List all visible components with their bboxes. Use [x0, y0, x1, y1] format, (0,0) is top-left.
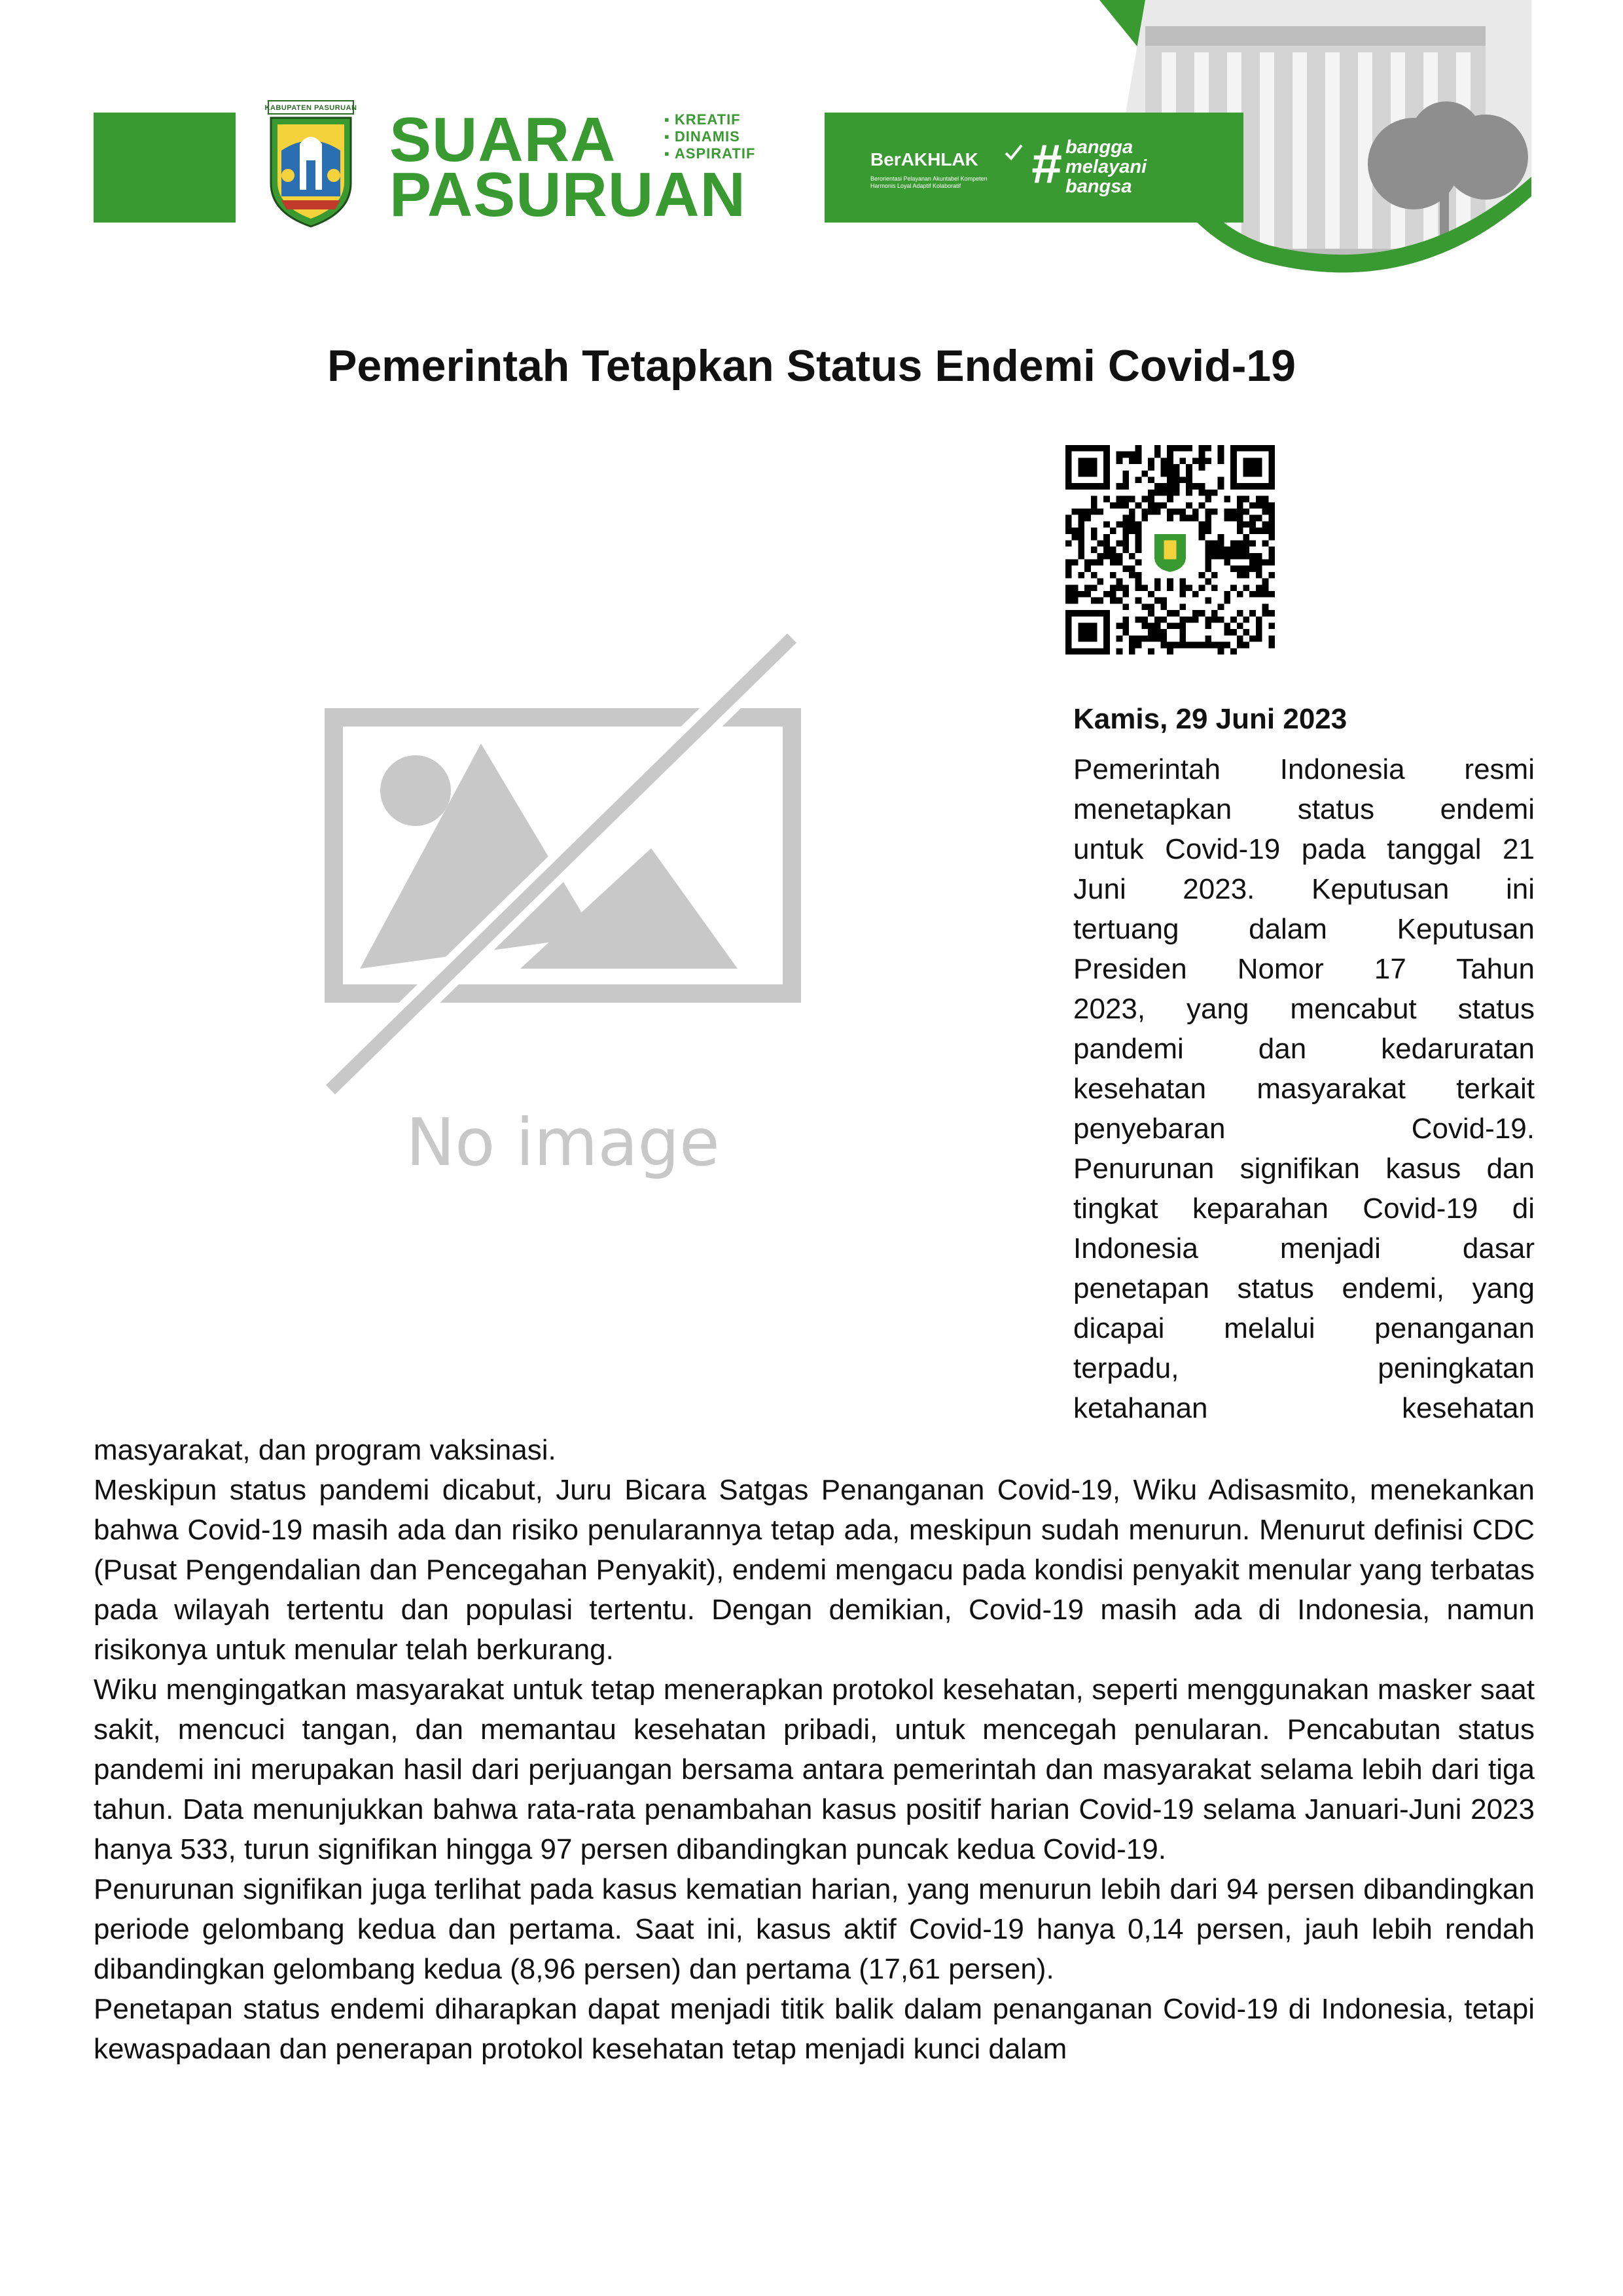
intro-line: dicapai melalui penanganan [1073, 1312, 1535, 1344]
brand-tagline [664, 111, 755, 162]
motto-line: melayani [1065, 156, 1147, 177]
article-paragraph: Penetapan status endemi diharapkan dapat menjadi titik balik dalam penanganan Covid-19 di Indonesia, tetapi kewaspadaan dan penerapan protokol kesehatan tetap menjadi kunci dalam [94, 1993, 1535, 2065]
tagline-item: ▪ KREATIF [664, 111, 755, 128]
no-image-label: No image [406, 1104, 720, 1181]
intro-line: Pemerintah Indonesia resmi [1073, 753, 1535, 785]
intro-line: tingkat keparahan Covid-19 di [1073, 1193, 1535, 1225]
article-body [94, 1430, 1535, 2069]
article-date: Kamis, 29 Juni 2023 [1073, 703, 1347, 735]
berakhlak-label: BerAKHLAK [870, 149, 978, 170]
no-image-placeholder [324, 628, 815, 1191]
intro-line: kesehatan masyarakat terkait [1073, 1073, 1535, 1105]
berakhlak-subtitle: Berorientasi Pelayanan Akuntabel Kompeten Harmonis Loyal Adaptif Kolaboratif [870, 175, 988, 189]
intro-line: terpadu, peningkatan [1073, 1352, 1535, 1384]
intro-line: Penurunan signifikan kasus dan [1073, 1153, 1535, 1185]
intro-line: menetapkan status endemi [1073, 793, 1535, 825]
intro-column [1073, 749, 1535, 1428]
article-paragraph: Wiku mengingatkan masyarakat untuk tetap menerapkan protokol kesehatan, seperti menggunakan masker saat sakit, mencuci tangan, dan memantau kesehatan pribadi, untuk mencegah penularan. Pencabutan status pandemi ini merupakan hasil dari perjuangan bersama antara pemerintah dan masyarakat selama lebih dari tiga tahun. Data menunjukkan bahwa rata-rata penambahan kasus positif harian Covid-19 selama Januari-Juni 2023 hanya 533, turun signifikan hingga 97 persen dibandingkan puncak kedua Covid-19. [94, 1674, 1535, 1865]
intro-line: Juni 2023. Keputusan ini [1073, 873, 1535, 905]
qr-code[interactable] [1065, 445, 1275, 655]
tagline-item: ▪ ASPIRATIF [664, 145, 755, 162]
intro-continuation: masyarakat, dan program vaksinasi. [94, 1434, 556, 1466]
intro-line: tertuang dalam Keputusan [1073, 913, 1535, 945]
checkmark-icon [1005, 143, 1023, 161]
motto-text [1065, 137, 1147, 196]
intro-line: pandemi dan kedaruratan [1073, 1033, 1535, 1065]
header-band-left [94, 113, 236, 223]
brand-title-line1: SUARA [389, 105, 616, 175]
brand-title-line2: PASURUAN [389, 160, 746, 230]
motto-line: bangga [1065, 137, 1133, 158]
intro-line: penyebaran Covid-19. [1073, 1113, 1535, 1145]
intro-line: ketahanan kesehatan [1073, 1392, 1535, 1424]
motto-line: bangsa [1065, 176, 1132, 197]
intro-line: untuk Covid-19 pada tanggal 21 [1073, 833, 1535, 865]
intro-line: Indonesia menjadi dasar [1073, 1232, 1535, 1265]
article-paragraph: Meskipun status pandemi dicabut, Juru Bicara Satgas Penanganan Covid-19, Wiku Adisasmito, menekankan bahwa Covid-19 masih ada dan risiko penularannya tetap ada, meskipun sudah menurun. Menurut definisi CDC (Pusat Pengendalian dan Pencegahan Penyakit), endemi mengacu pada kondisi penyakit menular yang terbatas pada wilayah tertentu dan populasi tertentu. Dengan demikian, Covid-19 masih ada di Indonesia, namun risikonya untuk menular telah berkurang. [94, 1474, 1535, 1666]
intro-line: 2023, yang mencabut status [1073, 993, 1535, 1025]
hashtag-icon: # [1031, 133, 1061, 194]
regency-emblem-icon [262, 98, 360, 229]
article-paragraph: Penurunan signifikan juga terlihat pada kasus kematian harian, yang menurun lebih dari 94 persen dibandingkan periode gelombang kedua dan pertama. Saat ini, kasus aktif Covid-19 hanya 0,14 persen, jauh lebih rendah dibandingkan gelombang kedua (8,96 persen) dan pertama (17,61 persen). [94, 1873, 1535, 1985]
article-title: Pemerintah Tetapkan Status Endemi Covid-19 [327, 341, 1296, 391]
tagline-item: ▪ DINAMIS [664, 128, 755, 145]
intro-line: Presiden Nomor 17 Tahun [1073, 953, 1535, 985]
intro-line: penetapan status endemi, yang [1073, 1272, 1535, 1304]
emblem-caption: KABUPATEN PASURUAN [264, 104, 357, 112]
